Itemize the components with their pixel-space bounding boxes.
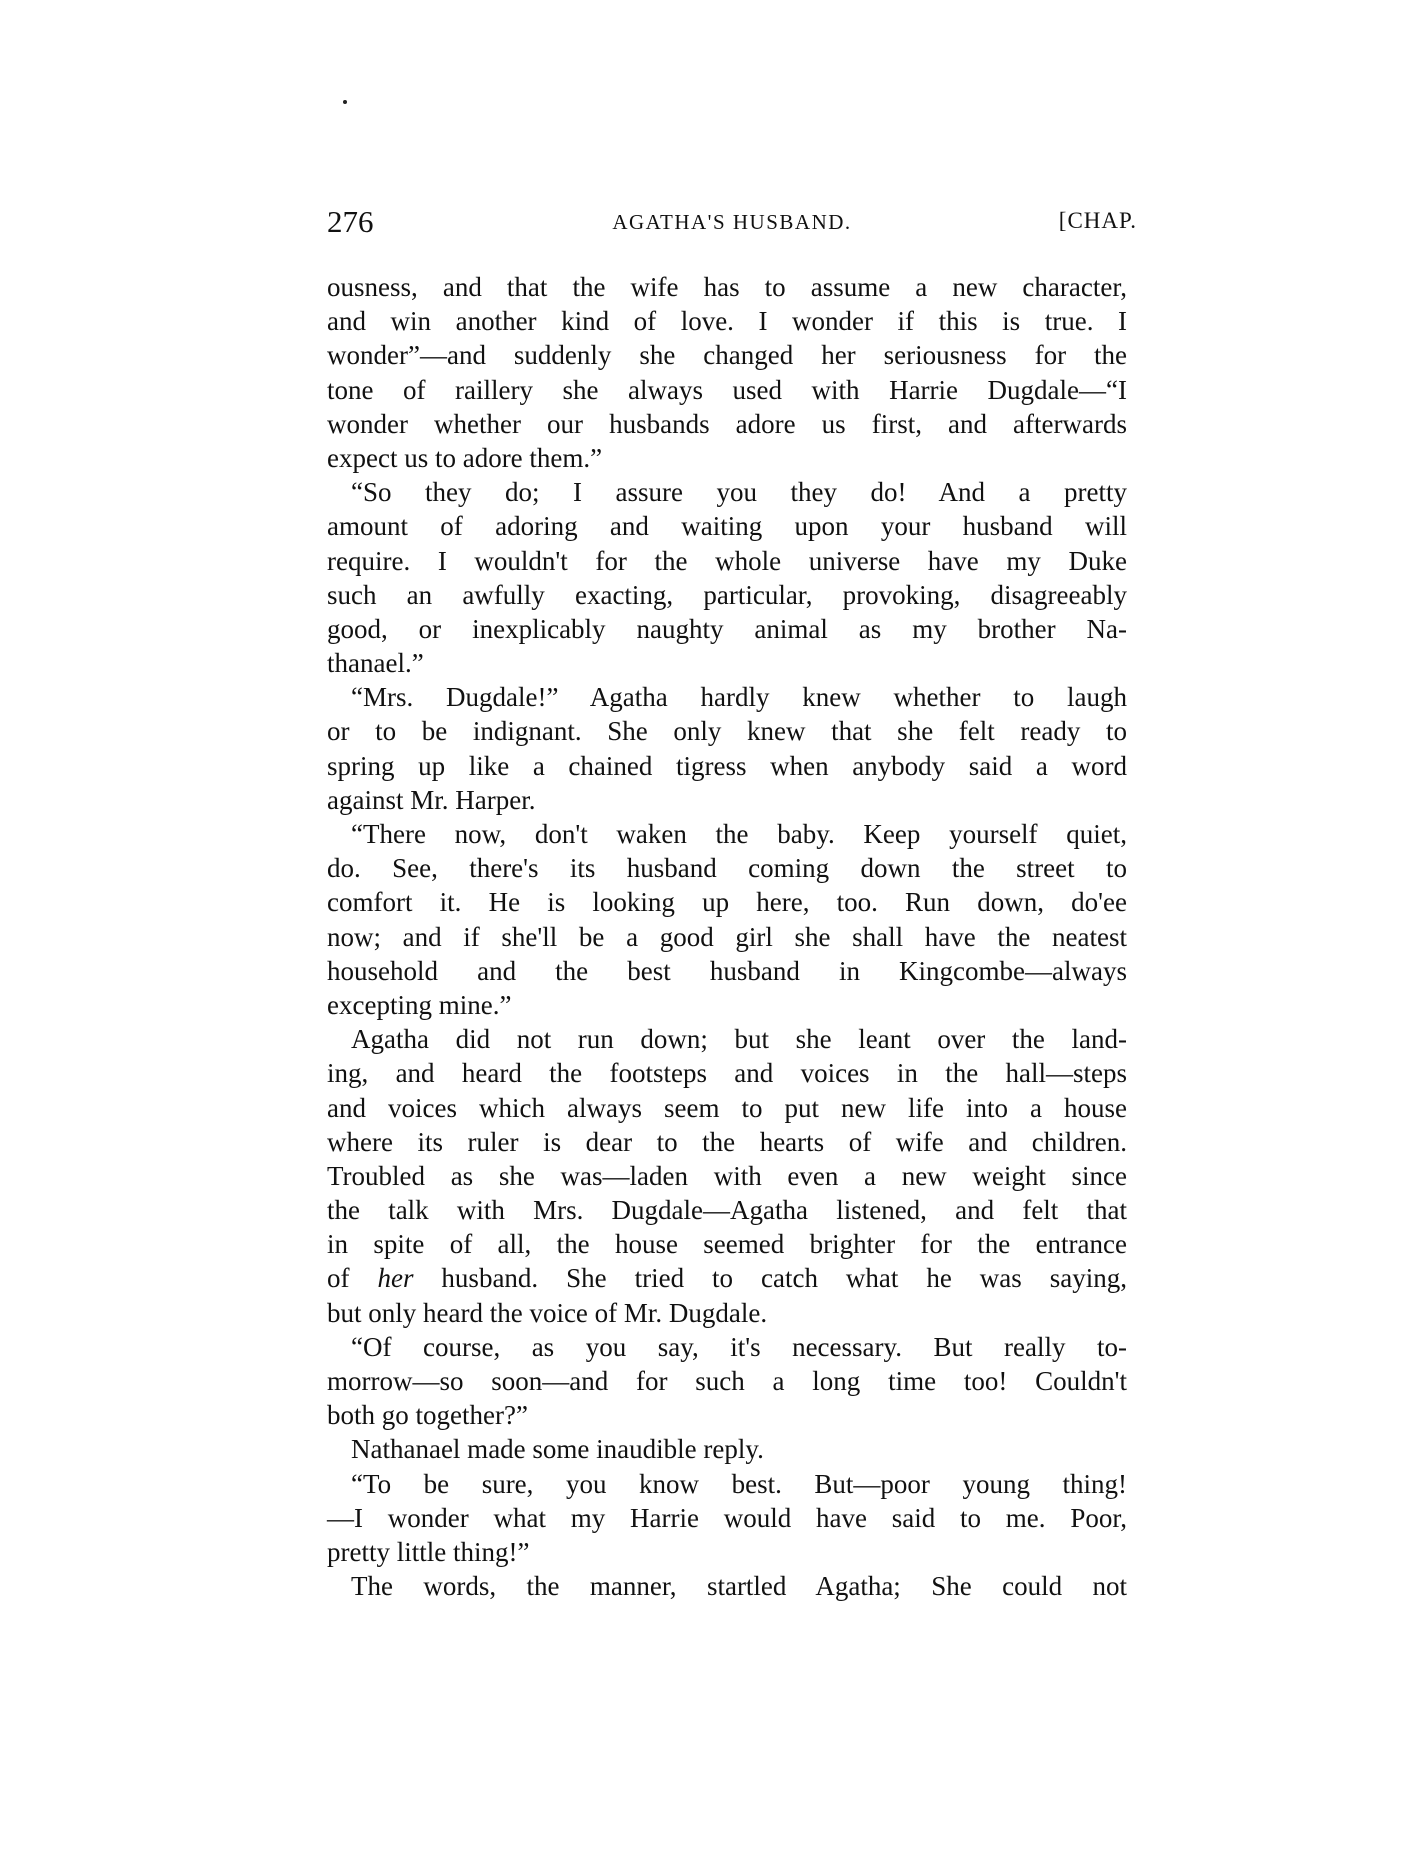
text-line: or to be indignant. She only knew that she felt ready to [327, 716, 1127, 747]
text-line: against Mr. Harper. [327, 784, 536, 815]
italic-word: her [377, 1263, 414, 1294]
text-line: such an awfully exacting, particular, provoking, disagreeably [327, 579, 1127, 610]
text-line: and voices which always seem to put new life into a house [327, 1092, 1127, 1123]
text-line: spring up like a chained tigress when anybody said a word [327, 750, 1127, 781]
text-line: “To be sure, you know best. But—poor young thing! [351, 1468, 1127, 1499]
text-line: morrow—so soon—and for such a long time too! Couldn't [327, 1366, 1127, 1396]
text-line: ousness, and that the wife has to assume a new character, [327, 272, 1127, 302]
chapter-mark: [CHAP. [1058, 208, 1137, 233]
text-line: good, or inexplicably naughty animal as my brother Na- [327, 613, 1127, 644]
text-line: Troubled as she was—laden with even a new weight since [327, 1160, 1127, 1191]
text-line: “So they do; I assure you they do! And a pretty [351, 477, 1127, 508]
text-line: “There now, don't waken the baby. Keep yourself quiet, [351, 819, 1127, 849]
text-line: thanael.” [327, 648, 424, 679]
text-line: “Of course, as you say, it's necessary. But really to- [351, 1331, 1127, 1362]
text-line: “Mrs. Dugdale!” Agatha hardly knew whether to laugh [351, 682, 1127, 713]
text-line: The words, the manner, startled Agatha; She could not [351, 1571, 1127, 1602]
text-line: Agatha did not run down; but she leant over the land- [351, 1024, 1127, 1055]
text-line: do. See, there's its husband coming down the street to [327, 853, 1127, 884]
text-line: where its ruler is dear to the hearts of wife and children. [327, 1126, 1127, 1157]
text-line: tone of raillery she always used with Harrie Dugdale—“I [327, 374, 1127, 405]
stray-mark [343, 100, 347, 104]
running-title: AGATHA'S HUSBAND. [612, 210, 852, 234]
text-line: wonder whether our husbands adore us first, and afterwards [327, 408, 1127, 439]
page-number: 276 [327, 204, 374, 239]
text-line: household and the best husband in Kingcombe—always [327, 955, 1127, 986]
running-header [327, 204, 1137, 244]
text-line: but only heard the voice of Mr. Dugdale. [327, 1297, 768, 1328]
text-line: the talk with Mrs. Dugdale—Agatha listened, and felt that [327, 1195, 1127, 1226]
text-line: now; and if she'll be a good girl she shall have the neatest [327, 921, 1127, 952]
text-line: require. I wouldn't for the whole universe have my Duke [327, 545, 1127, 576]
text-line: pretty little thing!” [327, 1536, 530, 1567]
text-line: expect us to adore them.” [327, 442, 603, 473]
text-line: and win another kind of love. I wonder if this is true. I [327, 306, 1127, 337]
text-line: in spite of all, the house seemed brighter for the entrance [327, 1229, 1127, 1260]
text-line: —I wonder what my Harrie would have said to me. Poor, [327, 1502, 1127, 1533]
text-line: ing, and heard the footsteps and voices in the hall—steps [327, 1058, 1127, 1089]
text-line: excepting mine.” [327, 989, 512, 1020]
body-text [327, 270, 1127, 1603]
text-segment: husband. She tried to catch what he was saying, [413, 1263, 1128, 1294]
text-line: amount of adoring and waiting upon your husband will [327, 511, 1127, 542]
text-line: wonder”—and suddenly she changed her seriousness for the [327, 340, 1127, 371]
text-line: both go together?” [327, 1400, 528, 1431]
text-segment: of [327, 1263, 378, 1294]
text-line: Nathanael made some inaudible reply. [351, 1434, 764, 1465]
text-line [327, 1261, 1127, 1295]
text-line: comfort it. He is looking up here, too. Run down, do'ee [327, 887, 1127, 918]
